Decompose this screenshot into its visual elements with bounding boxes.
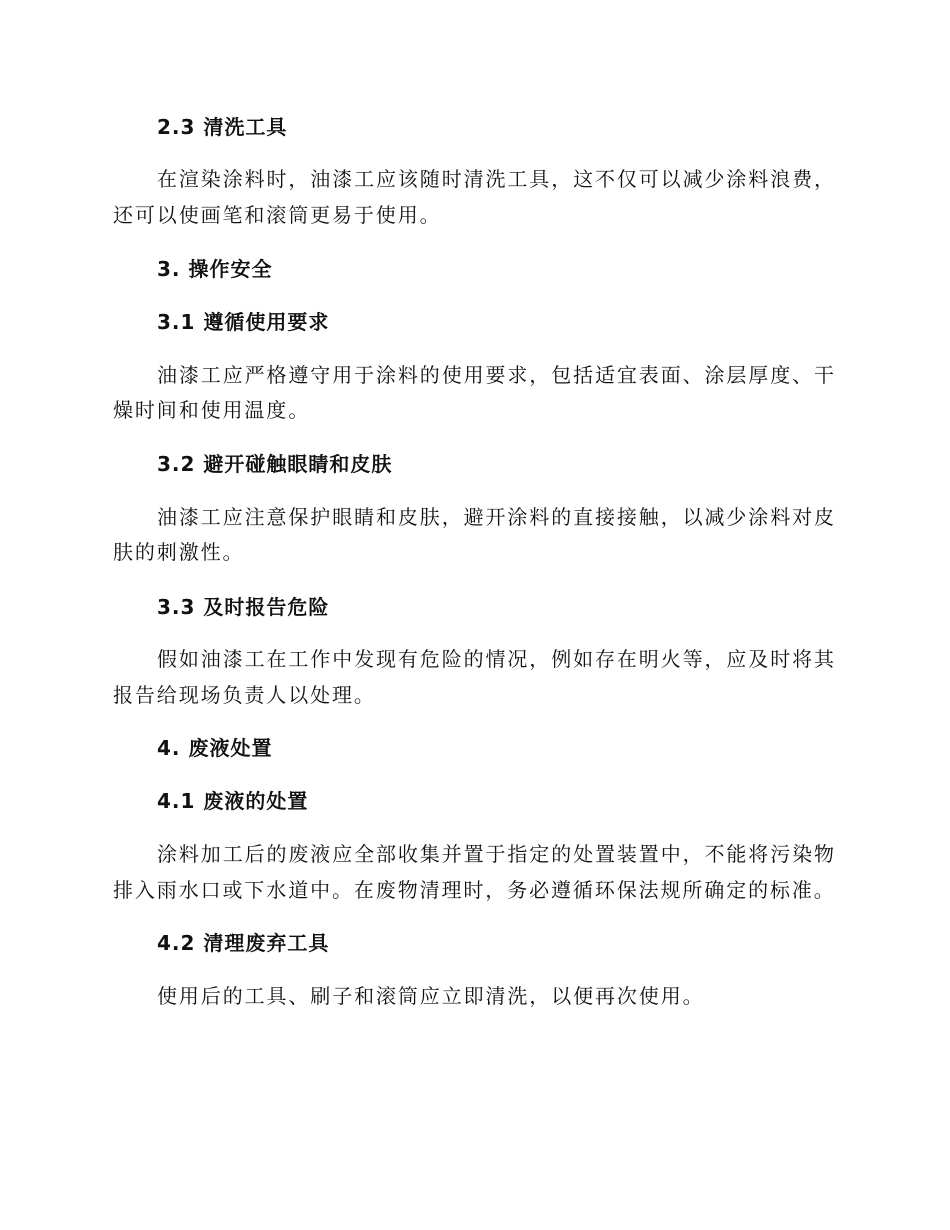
section-heading-3-1: 3.1 遵循使用要求	[157, 310, 330, 334]
section-heading-4: 4. 废液处置	[157, 736, 273, 760]
paragraph-line: 油漆工应严格遵守用于涂料的使用要求，包括适宜表面、涂层厚度、干	[157, 363, 836, 387]
section-heading-4-2: 4.2 清理废弃工具	[157, 931, 330, 955]
paragraph-line: 还可以使画笔和滚筒更易于使用。	[113, 203, 442, 227]
paragraph-line: 油漆工应注意保护眼睛和皮肤，避开涂料的直接接触，以减少涂料对皮	[157, 505, 836, 529]
paragraph-line: 肤的刺激性。	[113, 540, 245, 564]
section-heading-4-1: 4.1 废液的处置	[157, 789, 309, 813]
paragraph-line: 报告给现场负责人以处理。	[113, 683, 376, 707]
paragraph-line: 燥时间和使用温度。	[113, 398, 311, 422]
paragraph-line: 在渲染涂料时，油漆工应该随时清洗工具，这不仅可以减少涂料浪费，	[157, 167, 836, 191]
paragraph-line: 排入雨水口或下水道中。在废物清理时，务必遵循环保法规所确定的标准。	[113, 878, 836, 902]
section-heading-2-3: 2.3 清洗工具	[157, 115, 288, 139]
section-heading-3-2: 3.2 避开碰触眼睛和皮肤	[157, 452, 393, 476]
paragraph-line: 涂料加工后的废液应全部收集并置于指定的处置装置中，不能将污染物	[157, 842, 836, 866]
section-heading-3: 3. 操作安全	[157, 257, 273, 281]
section-heading-3-3: 3.3 及时报告危险	[157, 595, 330, 619]
paragraph-line: 使用后的工具、刷子和滚筒应立即清洗，以便再次使用。	[157, 984, 705, 1008]
paragraph-line: 假如油漆工在工作中发现有危险的情况，例如存在明火等，应及时将其	[157, 647, 836, 671]
